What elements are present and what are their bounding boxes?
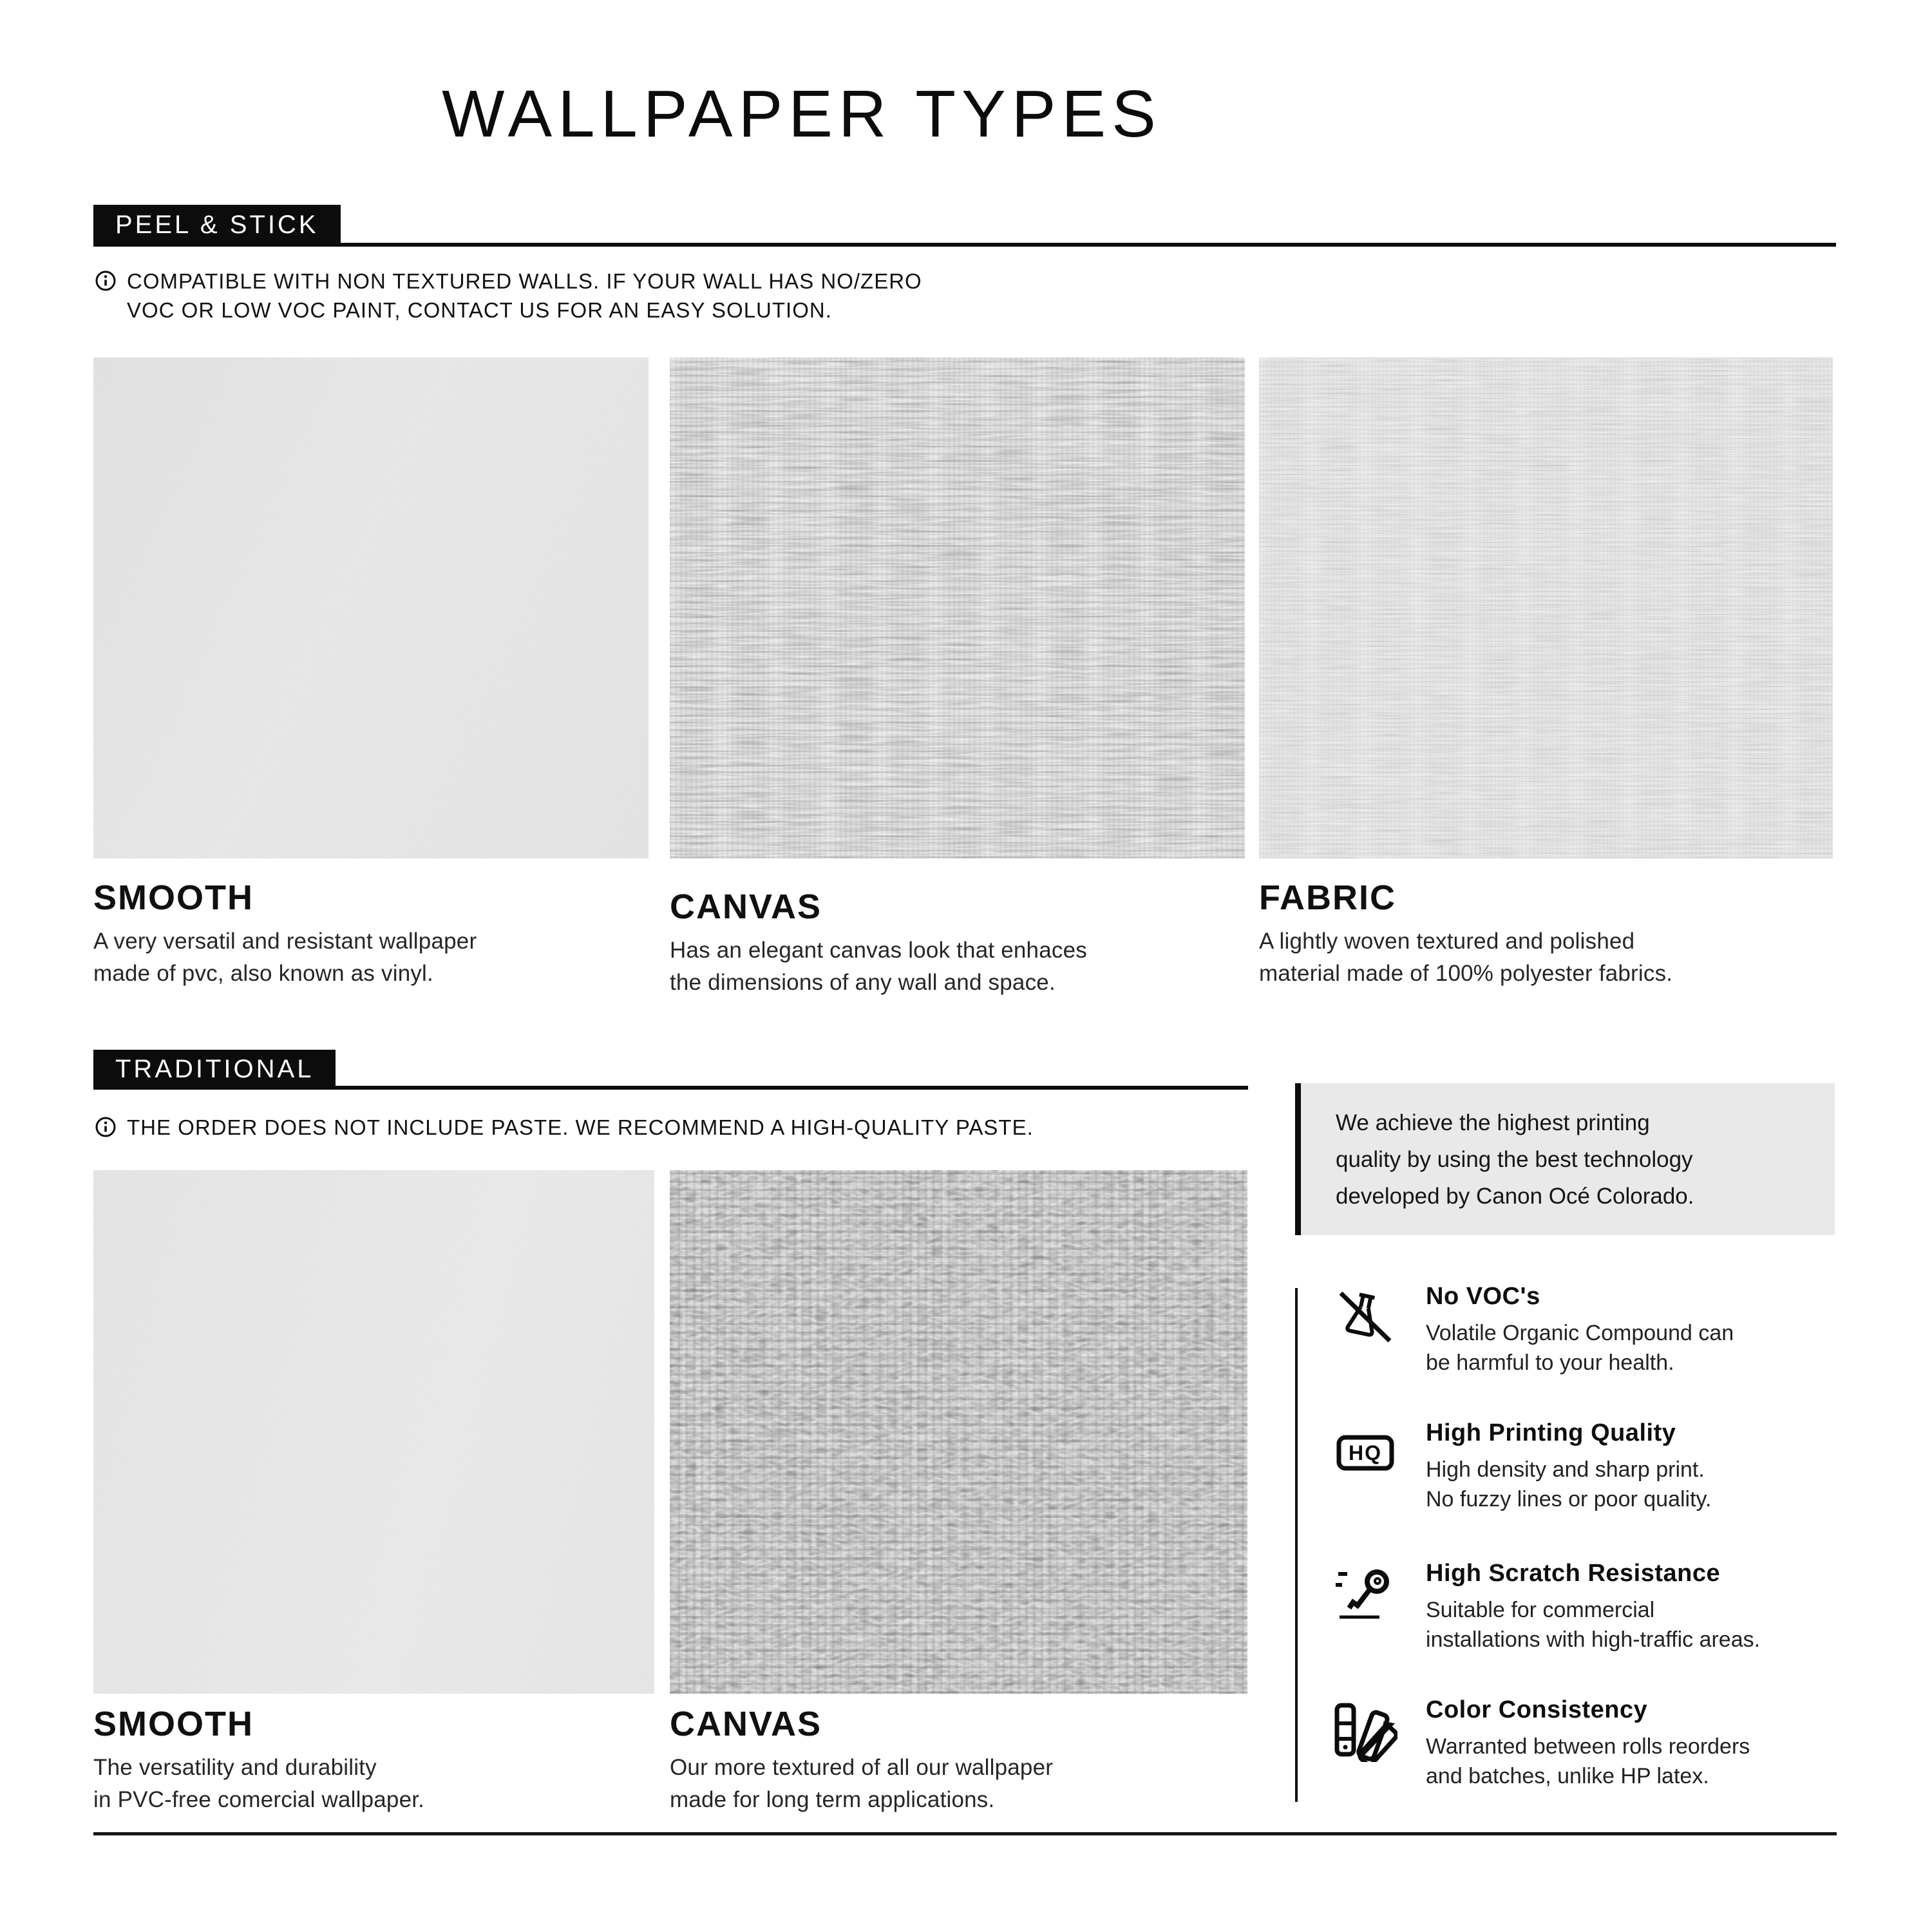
swatch-label: FABRIC [1259, 878, 1396, 917]
swatch-photo-smooth-traditional [93, 1170, 654, 1694]
info-icon [95, 1116, 117, 1138]
key-scratch-icon [1333, 1561, 1397, 1625]
swatch-description: Has an elegant canvas look that enhaces the dimensions of any wall and space. [670, 938, 1087, 995]
feature-title: No VOC's [1426, 1283, 1540, 1310]
column-traditional-canvas [670, 1170, 1247, 1816]
note-peel-stick [95, 267, 922, 325]
column-peel-stick-canvas [670, 357, 1245, 999]
info-icon [95, 270, 117, 292]
note-text: COMPATIBLE WITH NON TEXTURED WALLS. IF YOUR WALL HAS NO/ZERO VOC OR LOW VOC PAINT, CONTACT US FOR AN EASY SOLUTION. [127, 269, 922, 322]
feature-title: Color Consistency [1426, 1696, 1648, 1723]
footer-rule-line [93, 1832, 1837, 1835]
feature-high-printing-quality [1333, 1419, 1856, 1514]
swatch-photo-fabric-peel-stick [1259, 357, 1833, 858]
feature-high-scratch-resistance [1333, 1560, 1856, 1654]
feature-description: High density and sharp print. No fuzzy lines or poor quality. [1426, 1457, 1712, 1511]
section-badge-traditional [93, 1050, 336, 1088]
swatch-description: A lightly woven textured and polished material made of 100% polyester fabrics. [1259, 929, 1673, 986]
feature-text [1426, 1419, 1711, 1514]
section-badge-peel-stick [93, 205, 341, 245]
column-traditional-smooth [93, 1170, 654, 1816]
swatch-label: CANVAS [670, 887, 822, 926]
feature-title: High Printing Quality [1426, 1419, 1676, 1446]
feature-text [1426, 1560, 1760, 1654]
swatch-label: SMOOTH [93, 878, 254, 917]
no-voc-flask-icon [1333, 1284, 1397, 1349]
note-traditional [95, 1113, 1034, 1142]
burlap-texture-overlay [670, 1170, 1247, 1694]
canvas-texture-overlay [670, 357, 1245, 858]
feature-text [1426, 1696, 1750, 1791]
swatch-description: A very versatil and resistant wallpaper made of pvc, also known as vinyl. [93, 929, 477, 986]
note-text: THE ORDER DOES NOT INCLUDE PASTE. WE RECOMMEND A HIGH-QUALITY PASTE. [127, 1115, 1034, 1139]
section-rule-traditional [93, 1086, 1248, 1090]
hq-badge-icon [1333, 1421, 1397, 1485]
section-rule-peel-stick [93, 243, 1836, 247]
feature-no-vocs [1333, 1283, 1856, 1378]
swatch-photo-canvas-traditional [670, 1170, 1247, 1694]
swatch-description: The versatility and durability in PVC-free comercial wallpaper. [93, 1755, 425, 1812]
fabric-texture-overlay [1259, 357, 1833, 858]
paper-texture-overlay [93, 1170, 654, 1694]
smooth-texture-overlay [93, 357, 649, 858]
swatch-description: Our more textured of all our wallpaper made for long term applications. [670, 1755, 1054, 1812]
feature-description: Suitable for commercial installations with high-traffic areas. [1426, 1598, 1761, 1652]
swatch-label: CANVAS [670, 1705, 822, 1743]
swatch-photo-smooth-peel-stick [93, 357, 649, 858]
printing-quality-callout: We achieve the highest printing quality by using the best technology developed by Canon Océ Colorado. [1295, 1083, 1835, 1235]
section-badge-label: PEEL & STICK [115, 210, 319, 239]
page-title: WALLPAPER TYPES [442, 77, 1162, 151]
feature-description: Warranted between rolls reorders and batches, unlike HP latex. [1426, 1734, 1750, 1788]
features-divider-line [1295, 1288, 1298, 1802]
color-swatches-pencil-icon [1333, 1698, 1397, 1762]
swatch-photo-canvas-peel-stick [670, 357, 1245, 858]
swatch-label: SMOOTH [93, 1705, 254, 1743]
hq-icon-text: HQ [1349, 1441, 1382, 1464]
feature-color-consistency [1333, 1696, 1856, 1791]
column-peel-stick-fabric [1259, 357, 1833, 990]
feature-text [1426, 1283, 1734, 1378]
feature-title: High Scratch Resistance [1426, 1560, 1721, 1587]
feature-description: Volatile Organic Compound can be harmful to your health. [1426, 1321, 1734, 1375]
section-badge-label: TRADITIONAL [115, 1054, 314, 1083]
column-peel-stick-smooth [93, 357, 649, 990]
